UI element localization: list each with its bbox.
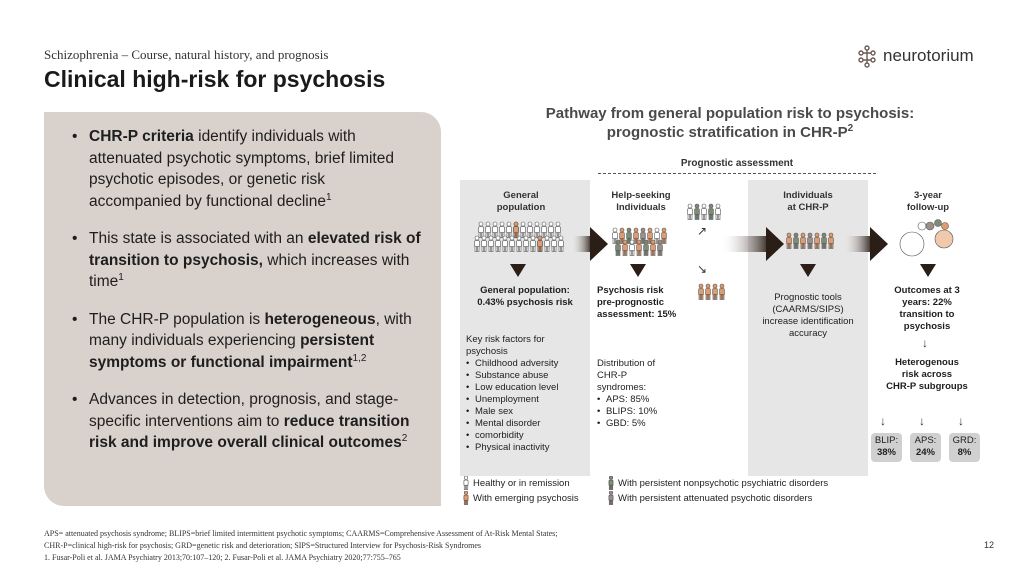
emphasis-text: CHR-P criteria bbox=[89, 128, 194, 145]
person-icon bbox=[462, 476, 470, 490]
stat-line: assessment: 15% bbox=[597, 309, 677, 320]
header-line: follow-up bbox=[906, 202, 950, 213]
syndrome-list bbox=[597, 394, 697, 430]
header-line: Help-seeking bbox=[611, 190, 671, 201]
list-item: • Unemployment bbox=[466, 394, 588, 406]
citation-superscript: 1,2 bbox=[352, 352, 367, 364]
syndrome-distribution bbox=[597, 358, 697, 430]
tools-line: Prognostic tools bbox=[774, 292, 842, 303]
prognostic-tools-text bbox=[752, 292, 864, 340]
general-population-risk bbox=[464, 285, 586, 309]
tools-line: increase identification bbox=[762, 316, 854, 327]
citation-superscript: 2 bbox=[401, 432, 408, 444]
list-item: • BLIPS: 10% bbox=[597, 406, 697, 418]
outcome-line: Outcomes at 3 bbox=[894, 285, 960, 296]
legend-attenuated bbox=[607, 491, 812, 505]
legend-emerging bbox=[462, 491, 579, 505]
text-run: This state is associated with an bbox=[89, 230, 308, 247]
distribution-title: CHR-P bbox=[597, 370, 628, 381]
header-line: 3-year bbox=[914, 190, 942, 201]
legend-nonpsychotic bbox=[607, 476, 828, 490]
list-item: • GBD: 5% bbox=[597, 418, 697, 430]
text-run: identify individuals with attenuated psychotic symptoms, brief limited psychotic episodes, or genetic risk accompanied by functional decline bbox=[89, 128, 394, 210]
arrow-down-right-icon: ↘ bbox=[697, 262, 708, 276]
slide-supertitle: Schizophrenia – Course, natural history, and prognosis bbox=[44, 47, 329, 62]
arrow-down-icon: ↓ bbox=[922, 336, 928, 350]
footnote-line: APS= attenuated psychosis syndrome; BLIPS=brief limited intermittent psychotic symptoms; CAARMS=Comprehensive Assessment of At-Risk Mental States; bbox=[44, 529, 558, 538]
distribution-title: Distribution of bbox=[597, 358, 656, 369]
arrow-down-icon: ↓ bbox=[880, 414, 886, 428]
badge-value: 24% bbox=[915, 447, 935, 458]
stat-line: pre-prognostic bbox=[597, 297, 665, 308]
badge-label: APS: bbox=[914, 435, 937, 446]
arrow-down-icon: ↓ bbox=[919, 414, 925, 428]
text-run: which increases with time bbox=[89, 251, 410, 290]
badge-value: 8% bbox=[957, 447, 972, 458]
text-run: The CHR-P population is bbox=[89, 310, 265, 328]
three-year-outcomes bbox=[873, 285, 981, 333]
emphasis-text: elevated risk of transition to psychosis, bbox=[89, 230, 421, 269]
list-item: • Physical inactivity bbox=[466, 442, 588, 454]
down-arrow-icon bbox=[800, 264, 816, 277]
list-item: • Low education level bbox=[466, 382, 588, 394]
stat-line: Psychosis risk bbox=[597, 285, 664, 296]
footnotes bbox=[44, 528, 558, 564]
het-line: Heterogenous bbox=[895, 357, 959, 368]
citation-superscript: 1 bbox=[118, 271, 124, 283]
distribution-title: syndromes: bbox=[597, 382, 647, 393]
slide-title: Clinical high-risk for psychosis bbox=[44, 66, 386, 92]
header-line: at CHR-P bbox=[787, 202, 829, 213]
outcome-line: years: 22% bbox=[902, 297, 952, 308]
flow-arrow-3 bbox=[842, 227, 888, 261]
emerging-psychosis-group-icon bbox=[699, 284, 725, 300]
badge-aps bbox=[910, 433, 941, 462]
legend-label: With persistent attenuated psychotic disorders bbox=[618, 492, 813, 504]
badge-label: BLIP: bbox=[874, 435, 899, 446]
help-seeking-risk bbox=[597, 285, 697, 321]
badge-blip bbox=[871, 433, 902, 462]
risk-factors-list bbox=[466, 358, 588, 454]
header-line: population bbox=[496, 202, 546, 213]
list-item: • Mental disorder bbox=[466, 418, 588, 430]
badge-label: GRD: bbox=[952, 435, 977, 446]
person-icon bbox=[462, 491, 470, 505]
outcome-line: transition to bbox=[899, 309, 955, 320]
emphasis-text: heterogeneous bbox=[264, 310, 376, 328]
down-arrow-icon bbox=[920, 264, 936, 277]
prognostic-assessment-label: Prognostic assessment bbox=[680, 158, 794, 169]
text-run: Advances in detection, prognosis, and stage-specific interventions aim to bbox=[89, 391, 399, 430]
header-line: Individuals bbox=[783, 190, 833, 201]
list-item: • Childhood adversity bbox=[466, 358, 588, 370]
header-line: Individuals bbox=[616, 202, 666, 213]
flow-arrow-1 bbox=[570, 227, 608, 261]
list-item: • APS: 85% bbox=[597, 394, 697, 406]
stat-line: 0.43% psychosis risk bbox=[477, 297, 573, 308]
diagram-title-line1: Pathway from general population risk to psychosis: bbox=[545, 105, 915, 122]
arrow-up-right-icon: ↗ bbox=[697, 224, 708, 238]
tools-line: (CAARMS/SIPS) bbox=[772, 304, 844, 315]
badge-grd bbox=[949, 433, 980, 462]
down-arrow-icon bbox=[630, 264, 646, 277]
page-number: 12 bbox=[984, 540, 995, 550]
legend-healthy bbox=[462, 476, 570, 490]
risk-factors-block bbox=[466, 334, 588, 454]
list-item bbox=[466, 430, 588, 442]
logo-text: neurotorium bbox=[883, 46, 974, 65]
het-line: risk across bbox=[901, 369, 953, 380]
footnote-line: 1. Fusar-Poli et al. JAMA Psychiatry 2013;70:107–120; 2. Fusar-Poli et al. JAMA Psychiatry 2020;77:755–765 bbox=[44, 553, 401, 562]
diagram-title-line2-text: prognostic stratification in CHR-P bbox=[606, 124, 848, 141]
person-icon bbox=[607, 476, 615, 490]
general-population-crowd-icon bbox=[475, 222, 564, 252]
citation-superscript: 1 bbox=[325, 191, 332, 203]
person-icon bbox=[607, 491, 615, 505]
list-item: • Male sex bbox=[466, 406, 588, 418]
list-item-continuation: comorbidity bbox=[475, 430, 524, 441]
down-arrow-icon bbox=[510, 264, 526, 277]
follow-up-outcome-icon bbox=[900, 220, 953, 257]
list-item: • Substance abuse bbox=[466, 370, 588, 382]
stat-line: General population: bbox=[480, 285, 570, 296]
flow-arrow-2 bbox=[720, 227, 784, 261]
text-run: , with many individuals experiencing bbox=[89, 310, 412, 349]
diagram-title-sup: 2 bbox=[847, 123, 854, 134]
footnote-line: CHR-P=clinical high-risk for psychosis; GRD=genetic risk and deterioration; SIPS=Structured Interview for Psychosis-Risk Syndromes bbox=[44, 541, 482, 550]
het-line: CHR-P subgroups bbox=[886, 381, 968, 392]
chr-p-crowd-icon bbox=[787, 233, 834, 249]
heterogeneous-risk bbox=[873, 357, 981, 393]
risk-factors-title: Key risk factors for bbox=[466, 334, 545, 345]
header-line: General bbox=[503, 190, 539, 201]
tools-line: accuracy bbox=[788, 328, 827, 339]
legend-label: With persistent nonpsychotic psychiatric disorders bbox=[618, 477, 829, 489]
arrow-down-icon: ↓ bbox=[958, 414, 964, 428]
emphasis-text: persistent symptoms or functional impairment bbox=[89, 332, 375, 371]
legend-label: With emerging psychosis bbox=[473, 492, 579, 504]
help-seeking-crowd-icon bbox=[613, 228, 667, 256]
emphasis-text: reduce transition risk and improve overall clinical outcomes bbox=[89, 412, 410, 451]
legend-label: Healthy or in remission bbox=[473, 477, 570, 489]
risk-factors-title: psychosis bbox=[466, 346, 508, 357]
outcome-line: psychosis bbox=[903, 321, 951, 332]
badge-value: 38% bbox=[876, 447, 896, 458]
non-chr-group-icon bbox=[688, 204, 721, 220]
